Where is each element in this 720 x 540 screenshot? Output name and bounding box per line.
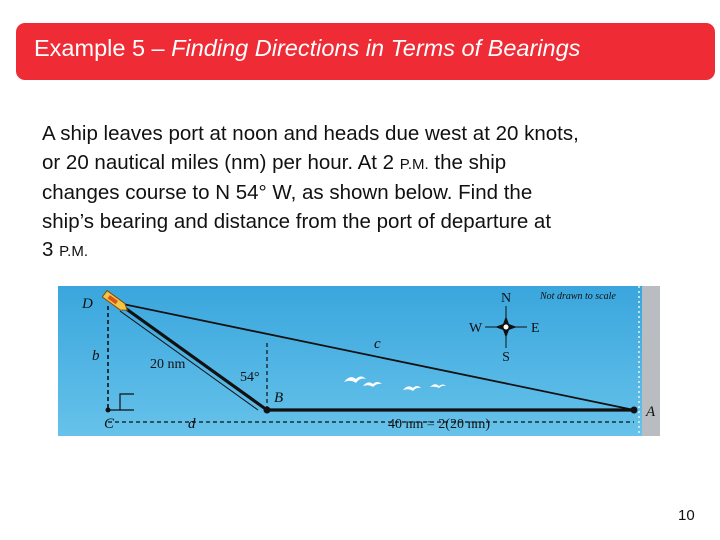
label-D: D (82, 296, 93, 312)
compass-w: W (469, 321, 483, 336)
label-angle-54: 54° (240, 370, 260, 385)
title-prefix: Example 5 – (34, 35, 172, 61)
label-c: c (374, 336, 381, 352)
compass-s: S (502, 350, 510, 365)
not-to-scale-note: Not drawn to scale (540, 291, 616, 302)
pm-label-1: P.M. (399, 155, 429, 173)
problem-line-2 (42, 149, 702, 180)
label-b: b (92, 348, 100, 364)
label-40nm: 40 nm = 2(20 nm) (388, 417, 490, 432)
point-C (106, 408, 111, 413)
compass-n: N (500, 291, 512, 306)
pm-label-2: P.M. (59, 243, 89, 260)
point-A (631, 407, 638, 414)
compass-e: E (531, 321, 540, 336)
problem-line-5a: 3 (42, 238, 60, 261)
problem-line-5 (42, 236, 702, 267)
problem-line-2a: or 20 nautical miles (nm) per hour. At 2 (42, 150, 400, 174)
label-d: d (188, 416, 196, 432)
point-B (264, 407, 271, 414)
title-italic: Finding Directions in Terms of Bearings (171, 35, 581, 61)
problem-line-1: A ship leaves port at noon and heads due west at 20 knots, (42, 122, 579, 145)
label-20nm: 20 nm (150, 357, 186, 372)
problem-line-3: changes course to N 54° W, as shown below. Find the (42, 181, 533, 204)
label-B: B (274, 390, 284, 406)
page-number: 10 (678, 507, 695, 524)
label-A: A (646, 404, 656, 420)
problem-line-2b: the ship (428, 150, 507, 174)
label-C: C (104, 416, 115, 432)
slide-title-bar (16, 23, 715, 80)
problem-text (42, 120, 702, 267)
problem-line-4: ship’s bearing and distance from the port of departure at (42, 209, 552, 233)
bearing-diagram (58, 286, 660, 436)
